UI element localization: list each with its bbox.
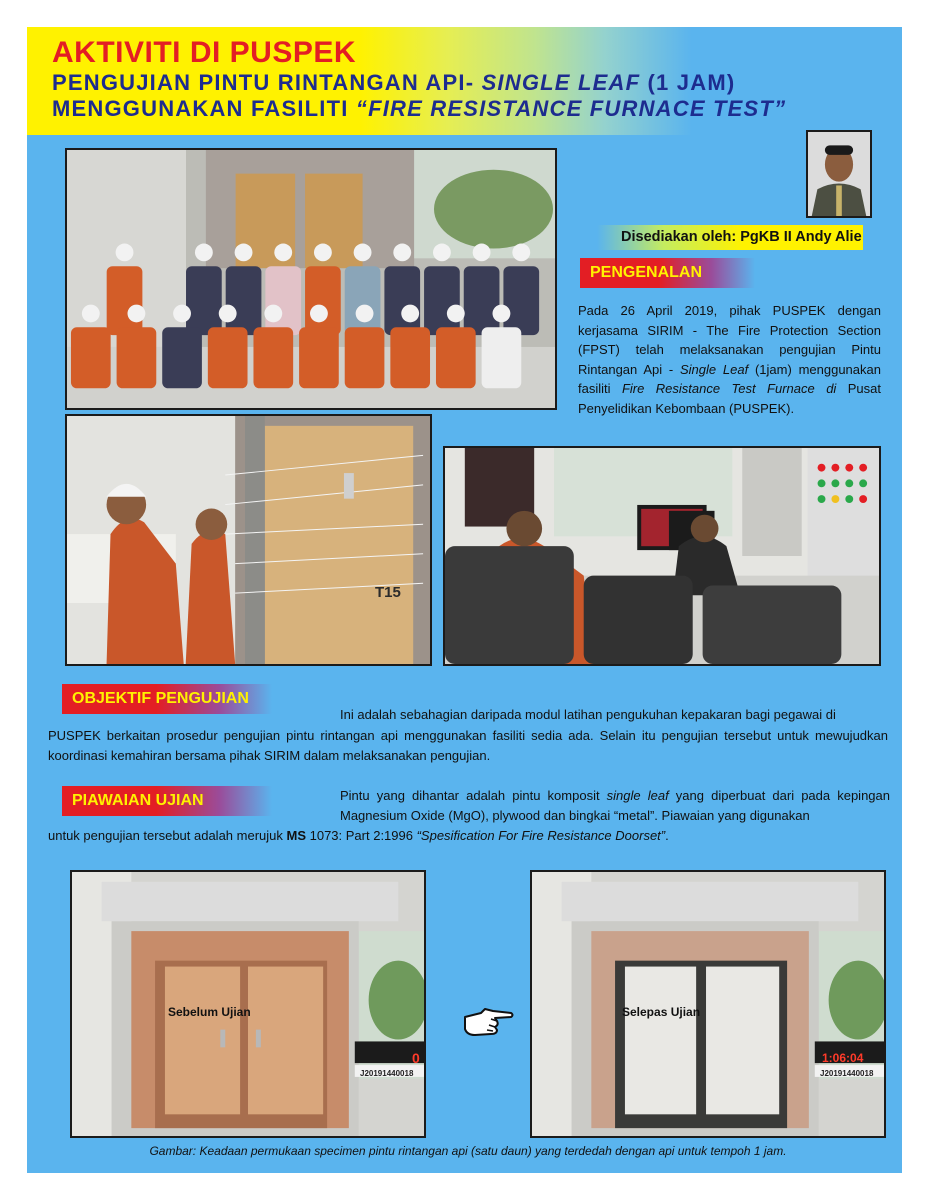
after-timer: 1:06:04 — [822, 1051, 864, 1065]
section-heading-objektif: OBJEKTIF PENGUJIAN — [62, 684, 272, 714]
objektif-text-first-line: Ini adalah sebahagian daripada modul latihan pengukuhan kepakaran bagi pegawai di — [340, 707, 836, 722]
control-room-photo — [443, 446, 881, 666]
page-title: AKTIVITI DI PUSPEK — [52, 36, 357, 69]
after-test-label: Selepas Ujian — [622, 1005, 701, 1019]
section-heading-piawaian: PIAWAIAN UJIAN — [62, 786, 272, 816]
pengenalan-text: Pada 26 April 2019, pihak PUSPEK dengan kerjasama SIRIM - The Fire Protection Section (FPST) telah melaksanakan pengujian Pintu Rintangan Api - Single Leaf (1jam) menggunakan fasiliti Fire Resistance Test Furnace di Pusat Penyelidikan Kebombaan (PUSPEK). — [578, 303, 881, 416]
header-banner — [27, 27, 902, 135]
figure-caption: Gambar: Keadaan permukaan specimen pintu rintangan api (satu daun) yang terdedah dengan api untuk tempoh 1 jam. — [149, 1144, 787, 1158]
section-heading-pengenalan: PENGENALAN — [580, 258, 755, 288]
pointing-hand-icon — [463, 1003, 515, 1037]
group-photo — [65, 148, 557, 410]
piawaian-text-2: untuk pengujian tersebut adalah merujuk MS 1073: Part 2:1996 “Spesification For Fire Resistance Doorset”. — [48, 828, 669, 843]
before-specimen-id: J20191440018 — [360, 1069, 414, 1078]
piawaian-text-1: Pintu yang dihantar adalah pintu komposit single leaf yang diperbuat dari pada kepingan Magnesium Oxide (MgO), plywood dan bingkai “metal”. Piawaian yang digunakan — [340, 788, 890, 823]
subtitle-line-2: MENGGUNAKAN FASILITI “FIRE RESISTANCE FURNACE TEST” — [52, 96, 787, 121]
after-specimen-id: J20191440018 — [820, 1069, 874, 1078]
subtitle-line-1: PENGUJIAN PINTU RINTANGAN API- SINGLE LEAF (1 JAM) — [52, 70, 736, 95]
door-tag-label: T15 — [375, 584, 401, 601]
author-portrait — [806, 130, 872, 218]
before-test-label: Sebelum Ujian — [168, 1005, 251, 1019]
objektif-text: PUSPEK berkaitan prosedur pengujian pintu rintangan api menggunakan fasiliti sedia ada. Selain itu pengujian tersebut untuk mewujudkan koordinasi kemahiran bersama pihak SIRIM dalam melaksanakan pengujian. — [48, 728, 888, 763]
door-measurement-photo — [65, 414, 432, 666]
before-timer: 0 — [412, 1050, 420, 1066]
prepared-by-label: Disediakan oleh: PgKB II Andy Alie — [597, 225, 863, 250]
before-test-photo — [70, 870, 426, 1138]
after-test-photo — [530, 870, 886, 1138]
